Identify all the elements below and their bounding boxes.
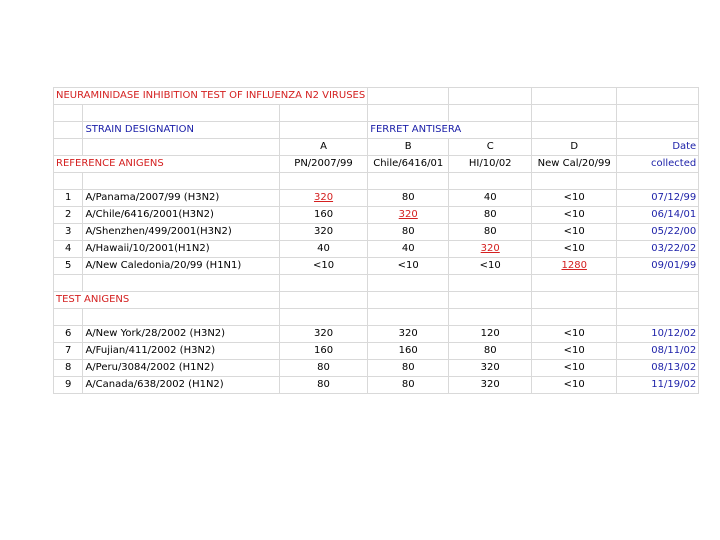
titer-d: <10 [532,224,617,241]
table-row [54,343,699,360]
titer-c: 80 [449,207,532,224]
strain-designation-heading: STRAIN DESIGNATION [83,122,279,139]
titer-a: 320 [279,326,367,343]
date-collected: 08/13/02 [617,360,699,377]
strain-name: A/Canada/638/2002 (H1N2) [83,377,279,394]
date-collected: 07/12/99 [617,190,699,207]
row-number: 6 [54,326,83,343]
table-row [54,258,699,275]
table-row [54,326,699,343]
section-heading-row [54,122,699,139]
titer-d: <10 [532,190,617,207]
row-number: 9 [54,377,83,394]
titer-b: 80 [368,224,449,241]
table-row [54,241,699,258]
column-name-d: New Cal/20/99 [532,156,617,173]
column-letter-c: C [449,139,532,156]
column-letter-a: A [279,139,367,156]
date-collected: 03/22/02 [617,241,699,258]
test-label-row [54,292,699,309]
ferret-antisera-heading: FERRET ANTISERA [368,122,532,139]
row-number: 2 [54,207,83,224]
empty-cell [368,88,449,105]
titer-a: <10 [279,258,367,275]
strain-name: A/New Caledonia/20/99 (H1N1) [83,258,279,275]
table-row [54,190,699,207]
titer-b: 40 [368,241,449,258]
strain-name: A/Hawaii/10/2001(H1N2) [83,241,279,258]
date-header-line2: collected [617,156,699,173]
column-name-c: HI/10/02 [449,156,532,173]
titer-a: 40 [279,241,367,258]
titer-c: 320 [449,360,532,377]
strain-name: A/New York/28/2002 (H3N2) [83,326,279,343]
spacer-row [54,173,699,190]
titer-b: 320 [368,326,449,343]
titer-c: 320 [449,377,532,394]
page-title: NEURAMINIDASE INHIBITION TEST OF INFLUENZA N2 VIRUSES [54,88,368,105]
strain-name: A/Panama/2007/99 (H3N2) [83,190,279,207]
titer-c: 120 [449,326,532,343]
row-number: 8 [54,360,83,377]
test-antigens-label: TEST ANIGENS [54,292,280,309]
titer-b: 80 [368,360,449,377]
strain-name: A/Chile/6416/2001(H3N2) [83,207,279,224]
titer-d: <10 [532,360,617,377]
titer-b: 80 [368,377,449,394]
row-number: 1 [54,190,83,207]
strain-name: A/Peru/3084/2002 (H1N2) [83,360,279,377]
spacer-row [54,105,699,122]
column-letter-row [54,139,699,156]
titer-a: 80 [279,360,367,377]
spreadsheet-table [53,87,699,394]
row-number: 7 [54,343,83,360]
column-letter-d: D [532,139,617,156]
titer-d: 1280 [532,258,617,275]
row-number: 5 [54,258,83,275]
titer-b: 320 [368,207,449,224]
spacer-row [54,309,699,326]
date-collected: 08/11/02 [617,343,699,360]
table-row [54,207,699,224]
date-header-line1: Date [617,139,699,156]
row-number: 4 [54,241,83,258]
column-name-a: PN/2007/99 [279,156,367,173]
sheet-body [54,88,699,394]
titer-c: 320 [449,241,532,258]
date-collected: 05/22/00 [617,224,699,241]
titer-d: <10 [532,207,617,224]
titer-c: 80 [449,224,532,241]
row-number: 3 [54,224,83,241]
table-row [54,360,699,377]
column-name-b: Chile/6416/01 [368,156,449,173]
titer-b: 160 [368,343,449,360]
strain-name: A/Fujian/411/2002 (H3N2) [83,343,279,360]
titer-a: 80 [279,377,367,394]
titer-d: <10 [532,326,617,343]
titer-a: 160 [279,207,367,224]
titer-b: 80 [368,190,449,207]
titer-a: 160 [279,343,367,360]
titer-d: <10 [532,343,617,360]
date-collected: 09/01/99 [617,258,699,275]
date-collected: 11/19/02 [617,377,699,394]
empty-cell [617,88,699,105]
titer-d: <10 [532,241,617,258]
table-row [54,377,699,394]
titer-c: 80 [449,343,532,360]
empty-cell [449,88,532,105]
title-row [54,88,699,105]
empty-cell [532,88,617,105]
strain-name: A/Shenzhen/499/2001(H3N2) [83,224,279,241]
titer-c: <10 [449,258,532,275]
titer-d: <10 [532,377,617,394]
table-row [54,224,699,241]
titer-a: 320 [279,190,367,207]
spacer-row [54,275,699,292]
titer-b: <10 [368,258,449,275]
date-collected: 06/14/01 [617,207,699,224]
reference-antigens-label: REFERENCE ANIGENS [54,156,280,173]
titer-c: 40 [449,190,532,207]
column-name-row [54,156,699,173]
titer-a: 320 [279,224,367,241]
column-letter-b: B [368,139,449,156]
date-collected: 10/12/02 [617,326,699,343]
